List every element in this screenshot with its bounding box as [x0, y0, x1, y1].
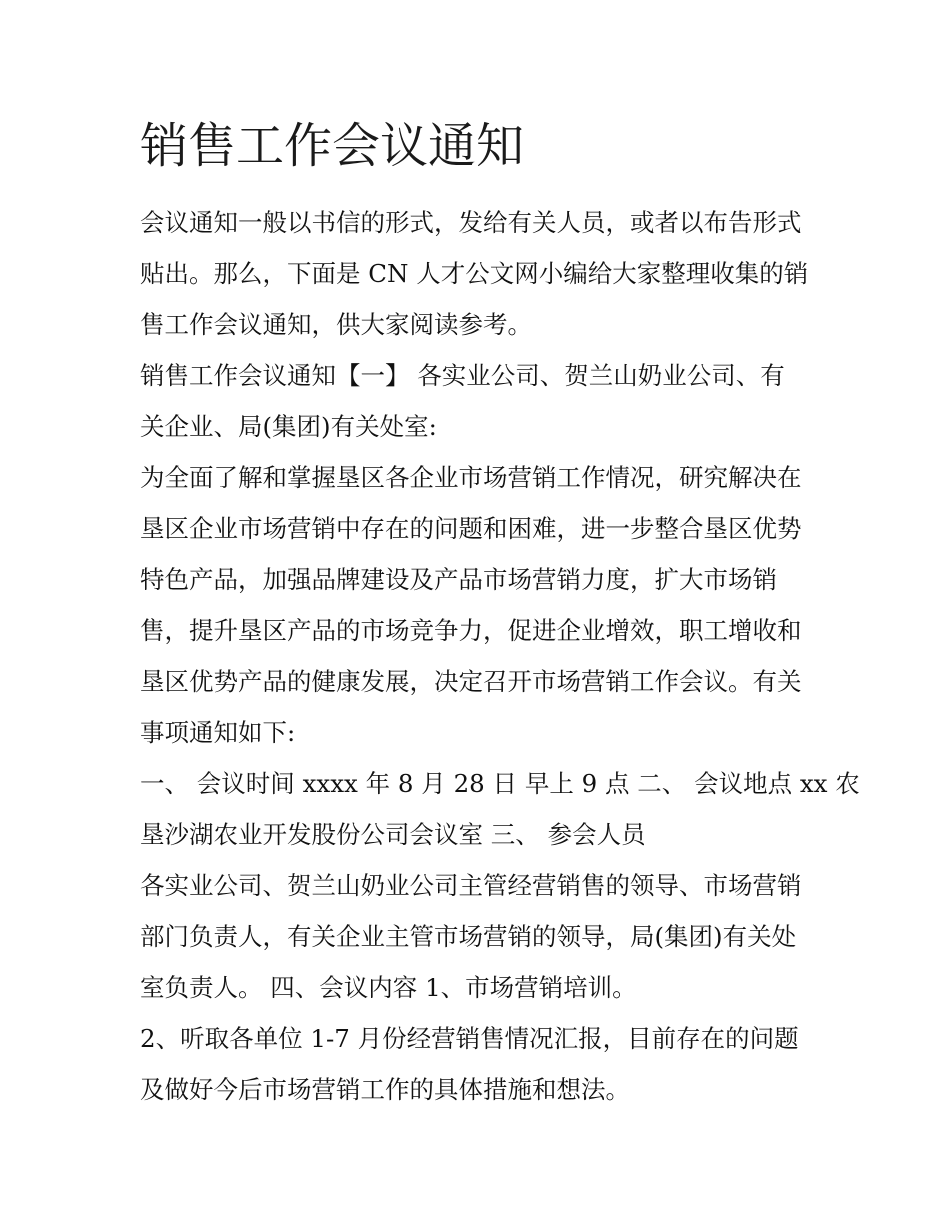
body-line: 室负责人。 四、会议内容 1、市场营销培训。 — [140, 973, 637, 1002]
body-line: 贴出。那么，下面是 CN 人才公文网小编给大家整理收集的销 — [140, 259, 809, 288]
body-line: 部门负责人，有关企业主管市场营销的领导，局(集团)有关处 — [140, 922, 797, 951]
body-line: 为全面了解和掌握垦区各企业市场营销工作情况，研究解决在 — [140, 463, 802, 492]
body-line: 会议通知一般以书信的形式，发给有关人员，或者以布告形式 — [140, 208, 802, 237]
body-line: 销售工作会议通知【一】 各实业公司、贺兰山奶业公司、有 — [140, 361, 785, 390]
body-line: 售，提升垦区产品的市场竞争力，促进企业增效，职工增收和 — [140, 616, 802, 645]
body-line: 关企业、局(集团)有关处室: — [140, 412, 437, 441]
document-title: 销售工作会议通知 — [140, 118, 525, 174]
body-line: 特色产品，加强品牌建设及产品市场营销力度，扩大市场销 — [140, 565, 777, 594]
body-line: 及做好今后市场营销工作的具体措施和想法。 — [140, 1075, 630, 1104]
body-line: 垦沙湖农业开发股份公司会议室 三、 参会人员 — [140, 820, 646, 849]
body-line: 一、 会议时间 xxxx 年 8 月 28 日 早上 9 点 二、 会议地点 xx 农 — [140, 769, 860, 798]
body-line: 售工作会议通知，供大家阅读参考。 — [140, 310, 532, 339]
body-line: 垦区企业市场营销中存在的问题和困难，进一步整合垦区优势 — [140, 514, 802, 543]
body-line: 各实业公司、贺兰山奶业公司主管经营销售的领导、市场营销 — [140, 871, 802, 900]
body-line: 垦区优势产品的健康发展，决定召开市场营销工作会议。有关 — [140, 667, 802, 696]
body-line: 事项通知如下: — [140, 718, 296, 747]
document-body — [140, 197, 860, 1115]
body-line: 2、听取各单位 1-7 月份经营销售情况汇报，目前存在的问题 — [140, 1024, 799, 1053]
